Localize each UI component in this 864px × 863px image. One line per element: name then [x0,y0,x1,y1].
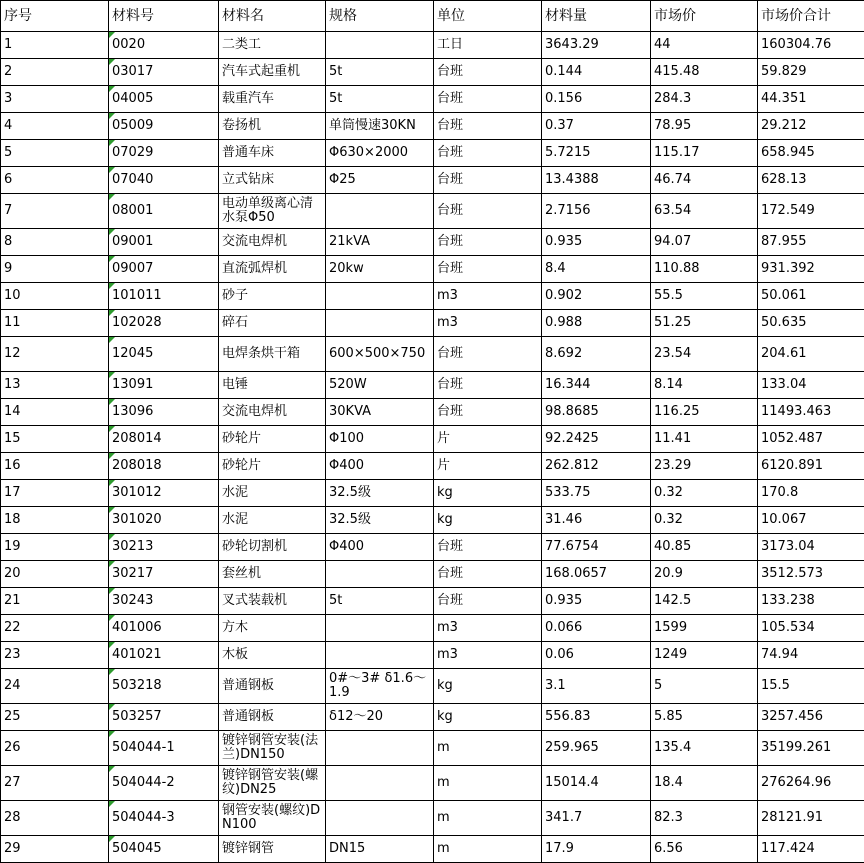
cell-material-name[interactable]: 水泥 [219,507,326,534]
table-row [1,534,864,561]
cell-quantity[interactable]: 0.37 [542,113,651,140]
header-row [1,1,864,32]
cell-market-total[interactable]: 3512.573 [758,561,864,588]
cell-market-total[interactable]: 3257.456 [758,704,864,731]
cell-seq[interactable]: 1 [1,32,109,59]
cell-market-price[interactable]: 51.25 [651,310,758,337]
cell-quantity[interactable]: 168.0657 [542,561,651,588]
table-row [1,167,864,194]
cell-market-price[interactable]: 8.14 [651,372,758,399]
cell-material-no[interactable]: 101011 [109,283,219,310]
table-row [1,256,864,283]
cell-quantity[interactable]: 15014.4 [542,766,651,801]
cell-material-no[interactable]: 301020 [109,507,219,534]
cell-market-price[interactable]: 40.85 [651,534,758,561]
cell-market-price[interactable]: 135.4 [651,731,758,766]
cell-market-price[interactable]: 78.95 [651,113,758,140]
table-row [1,337,864,372]
cell-unit[interactable]: kg [434,480,542,507]
cell-market-price[interactable]: 44 [651,32,758,59]
cell-market-price[interactable]: 55.5 [651,283,758,310]
header-material-name[interactable]: 材料名 [219,1,326,32]
cell-spec[interactable]: DN15 [326,836,434,863]
cell-material-name[interactable]: 普通车床 [219,140,326,167]
cell-spec[interactable]: δ12～20 [326,704,434,731]
cell-market-price[interactable]: 415.48 [651,59,758,86]
cell-material-no[interactable]: 09007 [109,256,219,283]
header-material-no[interactable]: 材料号 [109,1,219,32]
cell-material-name[interactable]: 载重汽车 [219,86,326,113]
cell-spec[interactable]: 600×500×750 [326,337,434,372]
cell-seq[interactable]: 20 [1,561,109,588]
header-unit[interactable]: 单位 [434,1,542,32]
cell-seq[interactable]: 12 [1,337,109,372]
cell-market-total[interactable]: 50.061 [758,283,864,310]
cell-material-name[interactable]: 镀锌钢管安装(法兰)DN150 [219,731,326,766]
header-market-total[interactable]: 市场价合计 [758,1,864,32]
cell-seq[interactable]: 22 [1,615,109,642]
cell-material-no[interactable]: 208018 [109,453,219,480]
cell-seq[interactable]: 29 [1,836,109,863]
table-row [1,801,864,836]
cell-spec[interactable]: 0#～3# δ1.6～1.9 [326,669,434,704]
cell-material-no[interactable]: 03017 [109,59,219,86]
cell-spec[interactable]: 5t [326,588,434,615]
cell-material-no[interactable]: 208014 [109,426,219,453]
cell-spec[interactable]: 5t [326,86,434,113]
cell-material-name[interactable]: 交流电焊机 [219,399,326,426]
cell-market-total[interactable]: 11493.463 [758,399,864,426]
cell-quantity[interactable]: 98.8685 [542,399,651,426]
cell-market-price[interactable]: 142.5 [651,588,758,615]
cell-material-name[interactable]: 碎石 [219,310,326,337]
cell-material-no[interactable]: 0020 [109,32,219,59]
cell-seq[interactable]: 7 [1,194,109,229]
cell-material-name[interactable]: 砂轮片 [219,426,326,453]
cell-quantity[interactable]: 2.7156 [542,194,651,229]
cell-material-no[interactable]: 30213 [109,534,219,561]
cell-unit[interactable]: 台班 [434,561,542,588]
table-row [1,642,864,669]
cell-material-name[interactable]: 卷扬机 [219,113,326,140]
cell-seq[interactable]: 28 [1,801,109,836]
cell-quantity[interactable]: 16.344 [542,372,651,399]
cell-spec[interactable]: 20kw [326,256,434,283]
cell-quantity[interactable]: 533.75 [542,480,651,507]
cell-unit[interactable]: 片 [434,426,542,453]
cell-unit[interactable]: 台班 [434,167,542,194]
cell-spec[interactable]: 32.5级 [326,507,434,534]
cell-market-total[interactable]: 10.067 [758,507,864,534]
cell-material-name[interactable]: 二类工 [219,32,326,59]
cell-market-price[interactable]: 0.32 [651,507,758,534]
table-row [1,194,864,229]
cell-unit[interactable]: 台班 [434,140,542,167]
cell-market-price[interactable]: 1599 [651,615,758,642]
cell-unit[interactable]: m3 [434,310,542,337]
header-spec[interactable]: 规格 [326,1,434,32]
cell-market-price[interactable]: 46.74 [651,167,758,194]
cell-spec[interactable] [326,766,434,801]
cell-quantity[interactable]: 3643.29 [542,32,651,59]
cell-market-total[interactable]: 117.424 [758,836,864,863]
cell-seq[interactable]: 15 [1,426,109,453]
table-row [1,140,864,167]
cell-material-no[interactable]: 13091 [109,372,219,399]
cell-market-total[interactable]: 170.8 [758,480,864,507]
cell-seq[interactable]: 5 [1,140,109,167]
cell-unit[interactable]: m3 [434,642,542,669]
table-row [1,310,864,337]
cell-material-name[interactable]: 方木 [219,615,326,642]
cell-unit[interactable]: 台班 [434,194,542,229]
table-row [1,426,864,453]
cell-material-name[interactable]: 钢管安装(螺纹)DN100 [219,801,326,836]
header-market-price[interactable]: 市场价 [651,1,758,32]
table-row [1,588,864,615]
cell-market-total[interactable]: 15.5 [758,669,864,704]
cell-material-no[interactable]: 504044-3 [109,801,219,836]
cell-material-no[interactable]: 401006 [109,615,219,642]
cell-spec[interactable]: 5t [326,59,434,86]
cell-quantity[interactable]: 5.7215 [542,140,651,167]
cell-market-total[interactable]: 74.94 [758,642,864,669]
cell-material-no[interactable]: 503218 [109,669,219,704]
cell-unit[interactable]: m [434,801,542,836]
cell-market-total[interactable]: 276264.96 [758,766,864,801]
cell-unit[interactable]: 台班 [434,113,542,140]
table-row [1,32,864,59]
cell-material-name[interactable]: 叉式装载机 [219,588,326,615]
table-row [1,561,864,588]
cell-spec[interactable]: 单筒慢速30KN [326,113,434,140]
cell-spec[interactable]: Φ630×2000 [326,140,434,167]
cell-spec[interactable]: Φ100 [326,426,434,453]
cell-material-no[interactable]: 09001 [109,229,219,256]
cell-spec[interactable] [326,801,434,836]
cell-quantity[interactable]: 262.812 [542,453,651,480]
cell-market-price[interactable]: 23.54 [651,337,758,372]
cell-material-name[interactable]: 电动单级离心清水泵Φ50 [219,194,326,229]
table-row [1,453,864,480]
cell-unit[interactable]: kg [434,507,542,534]
cell-market-price[interactable]: 23.29 [651,453,758,480]
table-row [1,731,864,766]
cell-market-price[interactable]: 5.85 [651,704,758,731]
cell-material-no[interactable]: 102028 [109,310,219,337]
cell-material-name[interactable]: 汽车式起重机 [219,59,326,86]
cell-material-name[interactable]: 砂子 [219,283,326,310]
cell-market-total[interactable]: 1052.487 [758,426,864,453]
cell-market-total[interactable]: 6120.891 [758,453,864,480]
table-body [1,32,864,863]
cell-material-name[interactable]: 砂轮片 [219,453,326,480]
cell-material-no[interactable]: 504045 [109,836,219,863]
cell-market-total[interactable]: 59.829 [758,59,864,86]
cell-market-price[interactable]: 18.4 [651,766,758,801]
cell-spec[interactable] [326,561,434,588]
cell-material-no[interactable]: 301012 [109,480,219,507]
cell-market-total[interactable]: 133.238 [758,588,864,615]
cell-material-name[interactable]: 直流弧焊机 [219,256,326,283]
cell-quantity[interactable]: 259.965 [542,731,651,766]
cell-unit[interactable]: 台班 [434,399,542,426]
cell-seq[interactable]: 18 [1,507,109,534]
cell-material-no[interactable]: 12045 [109,337,219,372]
cell-material-name[interactable]: 砂轮切割机 [219,534,326,561]
table-row [1,507,864,534]
cell-quantity[interactable]: 0.935 [542,588,651,615]
cell-spec[interactable] [326,615,434,642]
cell-material-no[interactable]: 13096 [109,399,219,426]
cell-unit[interactable]: kg [434,704,542,731]
cell-unit[interactable]: 台班 [434,588,542,615]
header-seq[interactable]: 序号 [1,1,109,32]
cell-spec[interactable]: Φ400 [326,453,434,480]
cell-quantity[interactable]: 8.692 [542,337,651,372]
cell-material-no[interactable]: 503257 [109,704,219,731]
cell-market-total[interactable]: 160304.76 [758,32,864,59]
cell-market-total[interactable]: 44.351 [758,86,864,113]
cell-market-total[interactable]: 50.635 [758,310,864,337]
cell-material-no[interactable]: 04005 [109,86,219,113]
cell-market-total[interactable]: 28121.91 [758,801,864,836]
cell-market-price[interactable]: 94.07 [651,229,758,256]
table-row [1,836,864,863]
cell-market-total[interactable]: 133.04 [758,372,864,399]
cell-quantity[interactable]: 0.144 [542,59,651,86]
cell-unit[interactable]: 工日 [434,32,542,59]
cell-unit[interactable]: 台班 [434,59,542,86]
cell-seq[interactable]: 9 [1,256,109,283]
cell-material-no[interactable]: 30243 [109,588,219,615]
cell-market-price[interactable]: 1249 [651,642,758,669]
cell-spec[interactable] [326,310,434,337]
cell-market-total[interactable]: 105.534 [758,615,864,642]
cell-seq[interactable]: 23 [1,642,109,669]
table-row [1,229,864,256]
cell-seq[interactable]: 25 [1,704,109,731]
cell-unit[interactable]: 台班 [434,534,542,561]
cell-quantity[interactable]: 8.4 [542,256,651,283]
cell-quantity[interactable]: 3.1 [542,669,651,704]
cell-spec[interactable]: 520W [326,372,434,399]
cell-spec[interactable] [326,283,434,310]
cell-seq[interactable]: 24 [1,669,109,704]
cell-market-price[interactable]: 110.88 [651,256,758,283]
cell-material-name[interactable]: 普通钢板 [219,669,326,704]
cell-unit[interactable]: 台班 [434,337,542,372]
cell-market-total[interactable]: 628.13 [758,167,864,194]
cell-material-name[interactable]: 普通钢板 [219,704,326,731]
cell-market-price[interactable]: 11.41 [651,426,758,453]
cell-market-total[interactable]: 29.212 [758,113,864,140]
cell-market-total[interactable]: 35199.261 [758,731,864,766]
cell-market-price[interactable]: 5 [651,669,758,704]
table-row [1,113,864,140]
table-row [1,283,864,310]
cell-market-total[interactable]: 658.945 [758,140,864,167]
cell-unit[interactable]: kg [434,669,542,704]
cell-spec[interactable] [326,731,434,766]
cell-quantity[interactable]: 341.7 [542,801,651,836]
cell-unit[interactable]: m [434,731,542,766]
table-row [1,399,864,426]
cell-material-name[interactable]: 镀锌钢管 [219,836,326,863]
cell-material-no[interactable]: 05009 [109,113,219,140]
cell-seq[interactable]: 11 [1,310,109,337]
cell-market-price[interactable]: 63.54 [651,194,758,229]
cell-unit[interactable]: m3 [434,615,542,642]
cell-spec[interactable] [326,194,434,229]
cell-unit[interactable]: 台班 [434,229,542,256]
table-row [1,86,864,113]
cell-spec[interactable] [326,32,434,59]
cell-spec[interactable] [326,642,434,669]
cell-quantity[interactable]: 0.902 [542,283,651,310]
cell-unit[interactable]: m3 [434,283,542,310]
cell-quantity[interactable]: 13.4388 [542,167,651,194]
cell-material-no[interactable]: 504044-1 [109,731,219,766]
cell-seq[interactable]: 2 [1,59,109,86]
cell-market-total[interactable]: 204.61 [758,337,864,372]
cell-spec[interactable]: 30KVA [326,399,434,426]
cell-material-name[interactable]: 电焊条烘干箱 [219,337,326,372]
cell-material-name[interactable]: 木板 [219,642,326,669]
cell-market-price[interactable]: 115.17 [651,140,758,167]
cell-material-no[interactable]: 07029 [109,140,219,167]
cell-market-total[interactable]: 3173.04 [758,534,864,561]
cell-market-price[interactable]: 284.3 [651,86,758,113]
cell-spec[interactable]: Φ400 [326,534,434,561]
cell-seq[interactable]: 14 [1,399,109,426]
cell-seq[interactable]: 13 [1,372,109,399]
cell-material-no[interactable]: 07040 [109,167,219,194]
cell-quantity[interactable]: 0.156 [542,86,651,113]
cell-spec[interactable]: 21kVA [326,229,434,256]
table-row [1,704,864,731]
cell-seq[interactable]: 16 [1,453,109,480]
cell-seq[interactable]: 26 [1,731,109,766]
cell-unit[interactable]: m [434,766,542,801]
cell-material-name[interactable]: 镀锌钢管安装(螺纹)DN25 [219,766,326,801]
cell-material-no[interactable]: 30217 [109,561,219,588]
cell-material-no[interactable]: 504044-2 [109,766,219,801]
cell-quantity[interactable]: 77.6754 [542,534,651,561]
cell-seq[interactable]: 4 [1,113,109,140]
cell-seq[interactable]: 21 [1,588,109,615]
cell-market-price[interactable]: 116.25 [651,399,758,426]
cell-quantity[interactable]: 31.46 [542,507,651,534]
cell-market-price[interactable]: 20.9 [651,561,758,588]
cell-market-price[interactable]: 6.56 [651,836,758,863]
cell-market-price[interactable]: 82.3 [651,801,758,836]
cell-quantity[interactable]: 0.066 [542,615,651,642]
cell-material-name[interactable]: 套丝机 [219,561,326,588]
cell-spec[interactable]: Φ25 [326,167,434,194]
cell-seq[interactable]: 10 [1,283,109,310]
cell-material-name[interactable]: 立式钻床 [219,167,326,194]
cell-material-name[interactable]: 交流电焊机 [219,229,326,256]
cell-unit[interactable]: m [434,836,542,863]
cell-seq[interactable]: 8 [1,229,109,256]
cell-seq[interactable]: 27 [1,766,109,801]
cell-material-no[interactable]: 08001 [109,194,219,229]
cell-unit[interactable]: 台班 [434,372,542,399]
cell-market-price[interactable]: 0.32 [651,480,758,507]
cell-quantity[interactable]: 0.06 [542,642,651,669]
cell-quantity[interactable]: 556.83 [542,704,651,731]
cell-seq[interactable]: 6 [1,167,109,194]
table-row [1,615,864,642]
cell-market-total[interactable]: 931.392 [758,256,864,283]
table-row [1,669,864,704]
cell-market-total[interactable]: 172.549 [758,194,864,229]
cell-unit[interactable]: 台班 [434,256,542,283]
table-row [1,59,864,86]
cell-seq[interactable]: 19 [1,534,109,561]
cell-material-name[interactable]: 水泥 [219,480,326,507]
cell-spec[interactable]: 32.5级 [326,480,434,507]
cell-unit[interactable]: 台班 [434,86,542,113]
cell-material-no[interactable]: 401021 [109,642,219,669]
cell-unit[interactable]: 片 [434,453,542,480]
cell-quantity[interactable]: 0.988 [542,310,651,337]
cell-material-name[interactable]: 电锤 [219,372,326,399]
table-row [1,372,864,399]
cell-seq[interactable]: 3 [1,86,109,113]
cell-quantity[interactable]: 0.935 [542,229,651,256]
cell-quantity[interactable]: 17.9 [542,836,651,863]
header-quantity[interactable]: 材料量 [542,1,651,32]
cell-market-total[interactable]: 87.955 [758,229,864,256]
table-row [1,480,864,507]
cell-seq[interactable]: 17 [1,480,109,507]
table-row [1,766,864,801]
cell-quantity[interactable]: 92.2425 [542,426,651,453]
